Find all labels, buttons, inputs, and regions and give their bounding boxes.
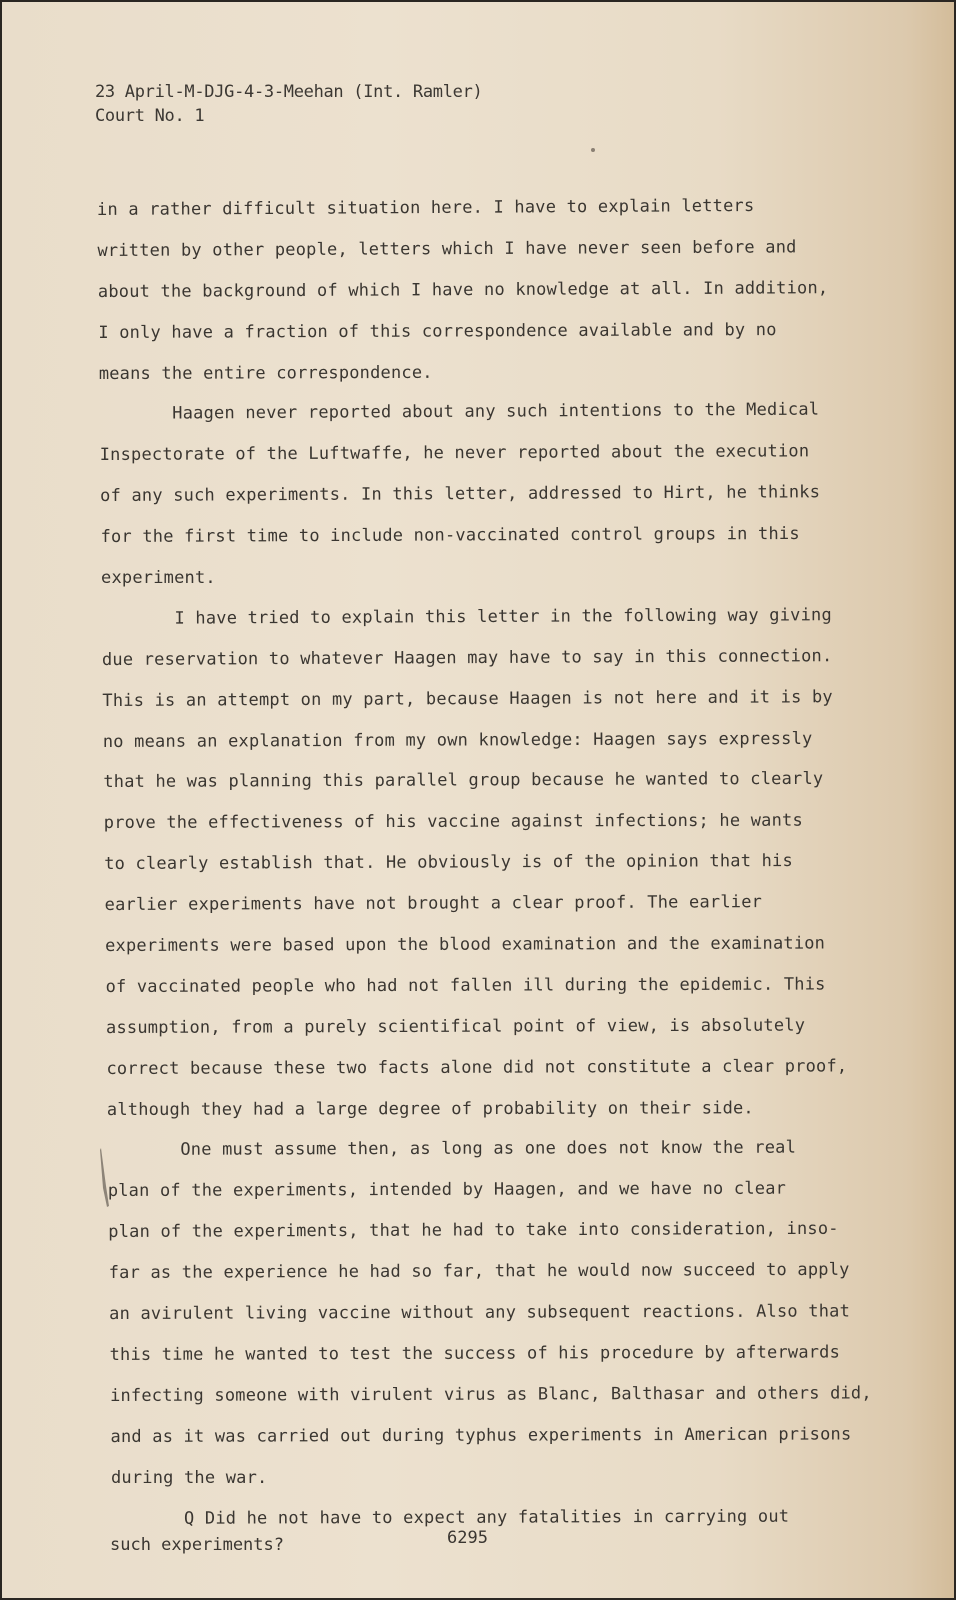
text-line: Q Did he not have to expect any fatalities in carrying out	[183, 1506, 790, 1529]
text-line: means the entire correspondence.	[98, 362, 433, 384]
text-line: Haagen never reported about any such intentions to the Medical	[172, 400, 820, 425]
text-line: prove the effectiveness of his vaccine against infections; he wants	[103, 810, 803, 834]
text-line: experiments were based upon the blood examination and the examination	[105, 933, 826, 957]
text-line: assumption, from a purely scientifical point of view, is absolutely	[105, 1015, 806, 1038]
text-line: and as it was carried out during typhus experiments in American prisons	[110, 1424, 852, 1447]
text-line: far as the experience he had so far, that he would now succeed to apply	[108, 1259, 850, 1284]
text-line: infecting someone with virulent virus as Blanc, Balthasar and others did,	[110, 1383, 872, 1406]
page-header	[95, 80, 482, 128]
text-line: an avirulent living vaccine without any subsequent reactions. Also that	[109, 1301, 851, 1325]
text-line: no means an explanation from my own knowledge: Haagen says expressly	[102, 728, 813, 752]
text-line: correct because these two facts alone did not constitute a clear proof,	[106, 1056, 848, 1079]
text-line: in a rather difficult situation here. I have to explain letters	[96, 195, 755, 220]
text-line: plan of the experiments, that he had to take into consideration, inso-	[108, 1219, 839, 1243]
text-line: This is an attempt on my part, because Haagen is not here and it is by	[102, 686, 833, 711]
text-line: that he was planning this parallel group because he wanted to clearly	[103, 769, 824, 793]
header-transcript-id: 23 April-M-DJG-4-3-Meehan (Int. Ramler)	[95, 82, 483, 102]
text-line: of vaccinated people who had not fallen ill during the epidemic. This	[105, 974, 826, 997]
text-line: of any such experiments. In this letter, addressed to Hirt, he thinks	[100, 482, 821, 507]
text-line: experiment.	[101, 568, 216, 589]
text-line: to clearly establish that. He obviously is of the opinion that his	[104, 851, 793, 875]
text-line: although they had a large degree of probability on their side.	[106, 1097, 754, 1120]
text-line: during the war.	[110, 1467, 268, 1488]
text-line: this time he wanted to test the success of his procedure by afterwards	[109, 1342, 841, 1365]
text-line: for the first time to include non-vaccinated control groups in this	[100, 524, 800, 548]
text-line: due reservation to whatever Haagen may have to say in this connection.	[101, 645, 833, 670]
document-page	[2, 2, 954, 1598]
text-line: earlier experiments have not brought a clear proof. The earlier	[104, 892, 763, 916]
text-line: One must assume then, as long as one does not know the real	[180, 1138, 797, 1161]
text-line: written by other people, letters which I have never seen before and	[97, 237, 797, 261]
text-line: I have tried to explain this letter in the following way giving	[174, 605, 832, 629]
text-line: Inspectorate of the Luftwaffe, he never reported about the execution	[99, 441, 810, 466]
header-court: Court No. 1	[95, 106, 205, 126]
text-line: I only have a fraction of this correspondence available and by no	[98, 319, 777, 343]
page-number: 6295	[447, 1528, 488, 1548]
text-line: plan of the experiments, intended by Haagen, and we have no clear	[107, 1179, 787, 1202]
testimony-body	[96, 190, 872, 1539]
text-line: about the background of which I have no knowledge at all. In addition,	[97, 277, 829, 302]
continuation-line: such experiments?	[110, 1535, 284, 1555]
paper-speck	[591, 148, 595, 152]
